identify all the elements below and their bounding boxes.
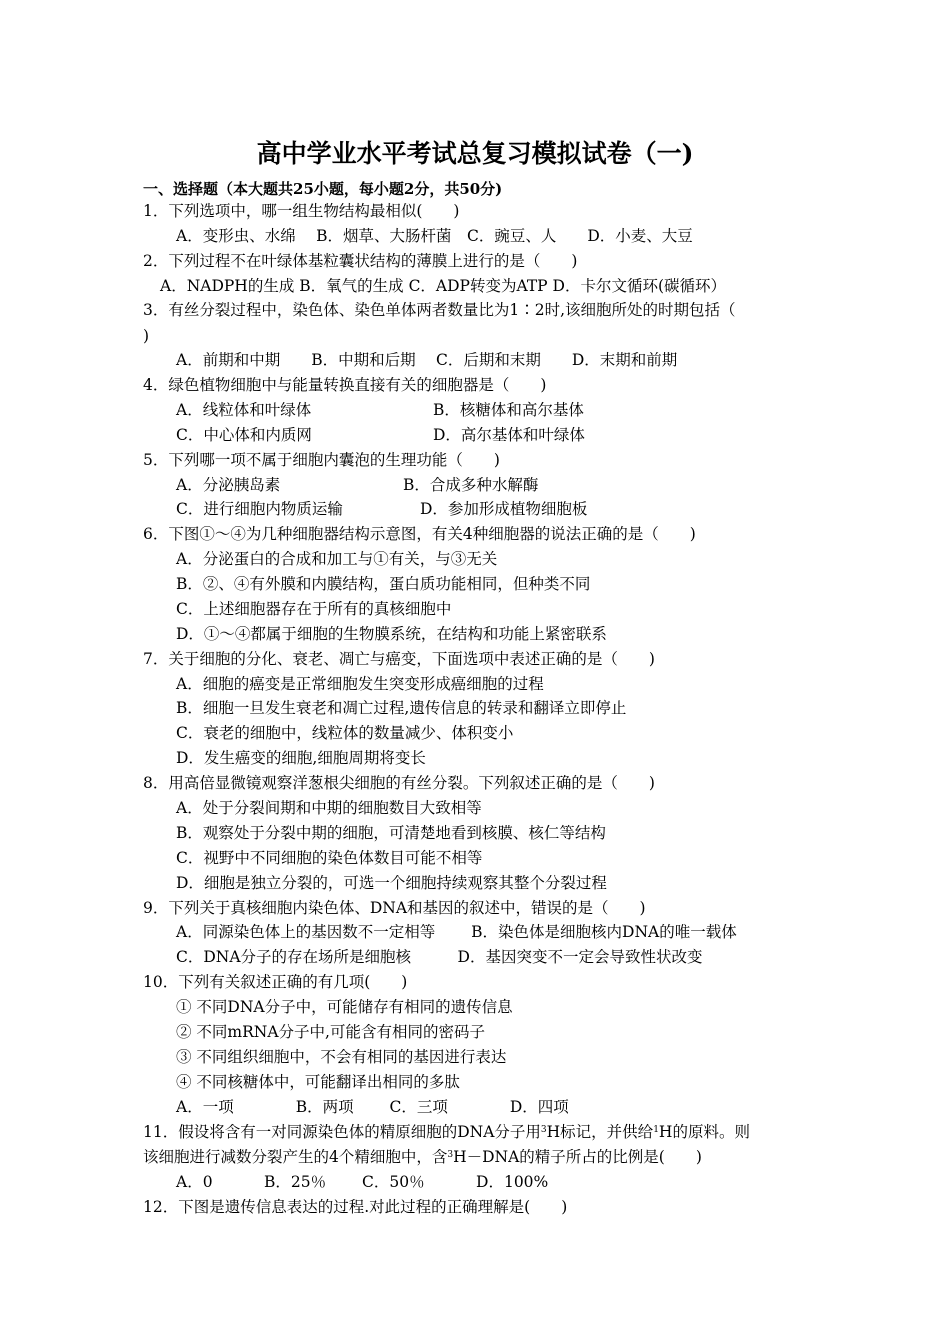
question-7-option-a: A．细胞的癌变是正常细胞发生突变形成癌细胞的过程: [176, 675, 544, 693]
question-5-option-a: A．分泌胰岛素: [176, 476, 281, 494]
question-4-option-d: D．高尔基体和叶绿体: [433, 426, 585, 444]
question-3-options: A．前期和中期 B．中期和后期 C．后期和末期 D．末期和前期: [176, 351, 678, 369]
question-10-item-3: ③ 不同组织细胞中，不会有相同的基因进行表达: [176, 1048, 507, 1066]
question-10-item-2: ② 不同mRNA分子中,可能含有相同的密码子: [176, 1023, 485, 1041]
question-10-stem: 10．下列有关叙述正确的有几项( ): [143, 973, 408, 991]
question-5-option-d: D．参加形成植物细胞板: [420, 500, 588, 518]
question-5-option-c: C．进行细胞内物质运输: [176, 500, 343, 518]
question-6-option-d: D．①～④都属于细胞的生物膜系统，在结构和功能上紧密联系: [176, 625, 607, 643]
question-9-options-ab: A．同源染色体上的基因数不一定相等 B．染色体是细胞核内DNA的唯一载体: [176, 923, 737, 941]
question-6-option-a: A．分泌蛋白的合成和加工与①有关，与③无关: [176, 550, 498, 568]
question-10-item-4: ④ 不同核糖体中，可能翻译出相同的多肽: [176, 1073, 460, 1091]
question-4-option-c: C．中心体和内质网: [176, 426, 312, 444]
question-4-option-b: B．核糖体和高尔基体: [433, 401, 584, 419]
question-2-stem: 2．下列过程不在叶绿体基粒囊状结构的薄膜上进行的是（ ): [143, 252, 578, 270]
question-1-options: A．变形虫、水绵 B．烟草、大肠杆菌 C．豌豆、人 D．小麦、大豆: [176, 227, 693, 245]
question-7-option-c: C．衰老的细胞中，线粒体的数量减少、体积变小: [176, 724, 514, 742]
question-9-options-cd: C．DNA分子的存在场所是细胞核 D．基因突变不一定会导致性状改变: [176, 948, 703, 966]
question-10-item-1: ① 不同DNA分子中，可能储存有相同的遗传信息: [176, 998, 513, 1016]
question-7-option-d: D．发生癌变的细胞,细胞周期将变长: [176, 749, 426, 767]
question-7-option-b: B．细胞一旦发生衰老和凋亡过程,遗传信息的转录和翻译立即停止: [176, 699, 627, 717]
page-title: 高中学业水平考试总复习模拟试卷（一): [256, 139, 694, 168]
question-5-stem: 5．下列哪一项不属于细胞内囊泡的生理功能（ ): [143, 451, 500, 469]
question-8-option-b: B．观察处于分裂中期的细胞，可清楚地看到核膜、核仁等结构: [176, 824, 606, 842]
question-11-stem-cont: 该细胞进行减数分裂产生的4个精细胞中，含$^3$H－DNA的精子所占的比例是( ): [143, 1148, 702, 1166]
question-8-option-d: D．细胞是独立分裂的，可选一个细胞持续观察其整个分裂过程: [176, 874, 607, 892]
question-6-option-c: C．上述细胞器存在于所有的真核细胞中: [176, 600, 452, 618]
question-2-options: A．NADPH的生成 B．氧气的生成 C．ADP转变为ATP D．卡尔文循环(碳循环）: [160, 277, 726, 295]
question-6-stem: 6．下图①～④为几种细胞器结构示意图，有关4种细胞器的说法正确的是（ ): [143, 525, 696, 543]
question-1-stem: 1．下列选项中，哪一组生物结构最相似( ): [143, 202, 460, 220]
question-5-option-b: B．合成多种水解酶: [403, 476, 539, 494]
question-6-option-b: B．②、④有外膜和内膜结构，蛋白质功能相同，但种类不同: [176, 575, 591, 593]
question-9-stem: 9．下列关于真核细胞内染色体、DNA和基因的叙述中，错误的是（ ): [143, 899, 646, 917]
question-4-stem: 4．绿色植物细胞中与能量转换直接有关的细胞器是（ ): [143, 376, 547, 394]
question-12-stem: 12．下图是遗传信息表达的过程.对此过程的正确理解是( ): [143, 1198, 568, 1216]
question-8-stem: 8．用高倍显微镜观察洋葱根尖细胞的有丝分裂。下列叙述正确的是（ ): [143, 774, 655, 792]
question-3-stem-cont: ): [143, 327, 150, 345]
question-3-stem: 3．有丝分裂过程中，染色体、染色单体两者数量比为1∶2时,该细胞所处的时期包括（: [143, 301, 736, 319]
question-11-stem: 11．假设将含有一对同源染色体的精原细胞的DNA分子用$^3$H标记，并供给$^1$H的原料。则: [143, 1123, 750, 1141]
section-heading: 一、选择题（本大题共25小题，每小题2分，共50分): [143, 180, 503, 198]
question-10-options: A．一项 B．两项 C．三项 D．四项: [176, 1098, 569, 1116]
question-7-stem: 7．关于细胞的分化、衰老、凋亡与癌变，下面选项中表述正确的是（ ): [143, 650, 655, 668]
question-8-option-a: A．处于分裂间期和中期的细胞数目大致相等: [176, 799, 482, 817]
question-4-option-a: A．线粒体和叶绿体: [176, 401, 312, 419]
question-11-options: A．0 B．25％ C．50％ D．100%: [176, 1173, 549, 1191]
question-8-option-c: C．视野中不同细胞的染色体数目可能不相等: [176, 849, 483, 867]
